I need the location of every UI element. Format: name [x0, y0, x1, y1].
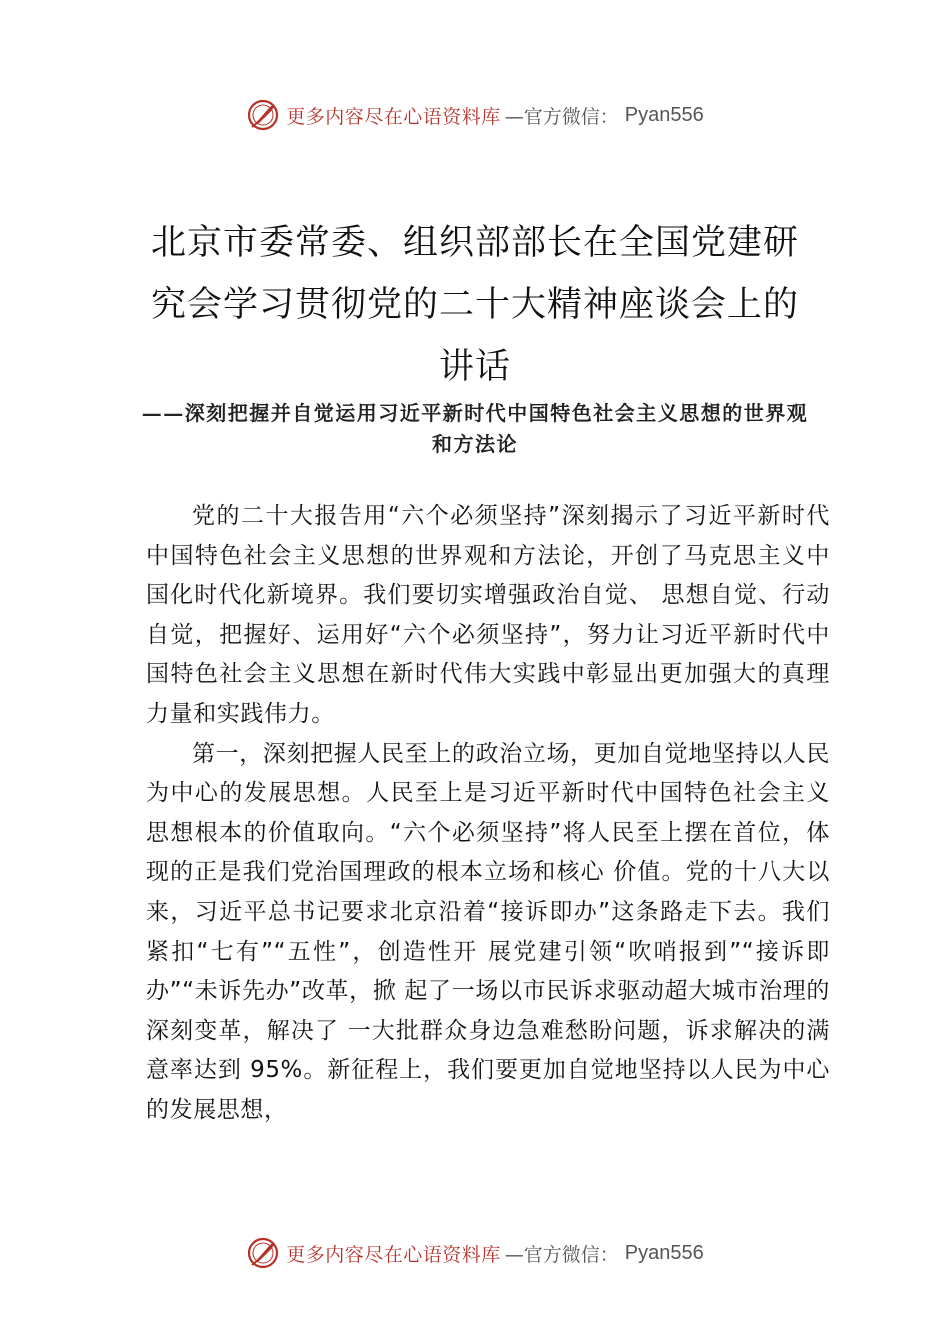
banner-wechat-label: —官方微信：: [504, 1243, 619, 1266]
banner-wechat-handle: Pyan556: [624, 1241, 704, 1264]
banner-site-name: 更多内容尽在心语资料库: [286, 1243, 501, 1266]
banner-site-name: 更多内容尽在心语资料库: [286, 105, 501, 128]
header-watermark-banner: [0, 93, 950, 137]
document-title: 北京市委常委、组织部部长在全国党建研究会学习贯彻党的二十大精神座谈会上的讲话: [150, 223, 799, 387]
quill-logo-icon: [246, 1236, 280, 1270]
document-body: [146, 497, 830, 1131]
footer-watermark-banner: [0, 1231, 950, 1275]
banner-wechat-handle: Pyan556: [624, 103, 704, 126]
body-paragraph: 第一，深刻把握人民至上的政治立场，更加自觉地坚持以人民为中心的发展思想。人民至上是习近平新时代中国特色社会主义思想根本的价值取向。“六个必须坚持”将人民至上摆在首位，体现的正是我们党治国理政的根本立场和核心 价值。党的十八大以来，习近平总书记要求北京沿着“接诉即办”这条路走下去。我们紧扣“七有”“五性”，创造性开 展党建引领“吹哨报到”“接诉即办”“未诉先办”改革，掀 起了一场以市民诉求驱动超大城市治理的深刻变革，解决了 一大批群众身边急难愁盼问题，诉求解决的满意率达到 95%。新征程上，我们要更加自觉地坚持以人民为中心的发展思想，: [146, 740, 830, 1123]
banner-wechat-label: —官方微信：: [504, 105, 619, 128]
body-paragraph: 党的二十大报告用“六个必须坚持”深刻揭示了习近平新时代中国特色社会主义思想的世界观和方法论，开创了马克思主义中国化时代化新境界。我们要切实增强政治自觉、 思想自觉、行动自觉，把握好、运用好“六个必须坚持”，努力让习近平新时代中国特色社会主义思想在新时代伟大实践中彰显出更加强大的真理力量和实践伟力。: [146, 503, 830, 727]
quill-logo-icon: [246, 98, 280, 132]
document-subtitle: ——深刻把握并自觉运用习近平新时代中国特色社会主义思想的世界观和方法论: [141, 401, 809, 456]
